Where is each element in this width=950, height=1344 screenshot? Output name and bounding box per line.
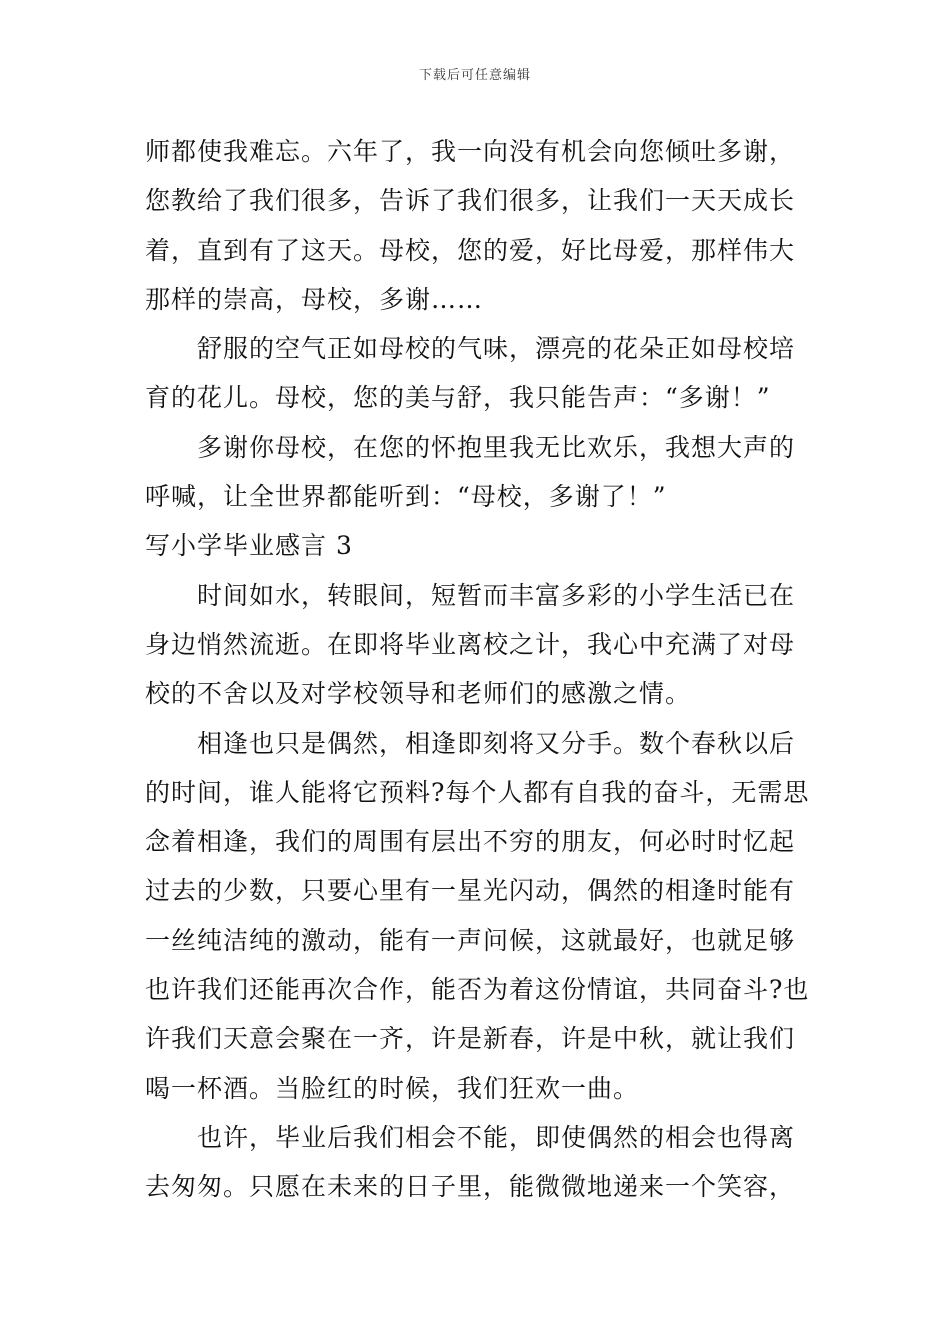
text-line: 喝一杯酒。当脸红的时候，我们狂欢一曲。 bbox=[145, 1073, 640, 1103]
text-line: 去匆匆。只愿在未来的日子里，能微微地递来一个笑容， bbox=[145, 1172, 796, 1202]
text-line: 舒服的空气正如母校的气味，漂亮的花朵正如母校培 bbox=[197, 334, 796, 364]
document-body bbox=[145, 127, 810, 1212]
text-line: 时间如水，转眼间，短暂而丰富多彩的小学生活已在 bbox=[197, 580, 796, 610]
text-line: 师都使我难忘。六年了，我一向没有机会向您倾吐多谢， bbox=[145, 137, 796, 166]
text-line: 相逢也只是偶然，相逢即刻将又分手。数个春秋以后 bbox=[197, 728, 796, 758]
text-line: 多谢你母校，在您的怀抱里我无比欢乐，我想大声的 bbox=[197, 432, 796, 462]
text-line: 校的不舍以及对学校领导和老师们的感激之情。 bbox=[145, 679, 692, 709]
text-line: 许我们天意会聚在一齐，许是新春，许是中秋，就让我们 bbox=[145, 1024, 796, 1054]
text-line: 过去的少数，只要心里有一星光闪动，偶然的相逢时能有 bbox=[145, 876, 796, 906]
page-header: 下载后可任意编辑 bbox=[418, 68, 531, 83]
text-line: 着，直到有了这天。母校，您的爱，好比母爱，那样伟大 bbox=[145, 235, 796, 265]
text-line: 育的花儿。母校，您的美与舒，我只能告声：“多谢！” bbox=[145, 383, 771, 413]
text-line: 念着相逢，我们的周围有层出不穷的朋友，何必时时忆起 bbox=[145, 827, 796, 857]
text-line: 身边悄然流逝。在即将毕业离校之计，我心中充满了对母 bbox=[145, 629, 796, 659]
text-line: 那样的崇高，母校，多谢…… bbox=[145, 284, 484, 314]
text-line: 也许我们还能再次合作，能否为着这份情谊，共同奋斗?也 bbox=[145, 975, 810, 1005]
text-line: 的时间，谁人能将它预料?每个人都有自我的奋斗，无需思 bbox=[145, 777, 810, 807]
section-heading: 写小学毕业感言 3 bbox=[145, 531, 353, 561]
text-line: 也许，毕业后我们相会不能，即使偶然的相会也得离 bbox=[197, 1122, 796, 1152]
text-line: 一丝纯洁纯的激动，能有一声问候，这就最好，也就足够 bbox=[145, 925, 796, 955]
text-line: 您教给了我们很多，告诉了我们很多，让我们一天天成长 bbox=[145, 186, 796, 216]
text-line: 呼喊，让全世界都能听到：“母校，多谢了！” bbox=[145, 482, 667, 512]
